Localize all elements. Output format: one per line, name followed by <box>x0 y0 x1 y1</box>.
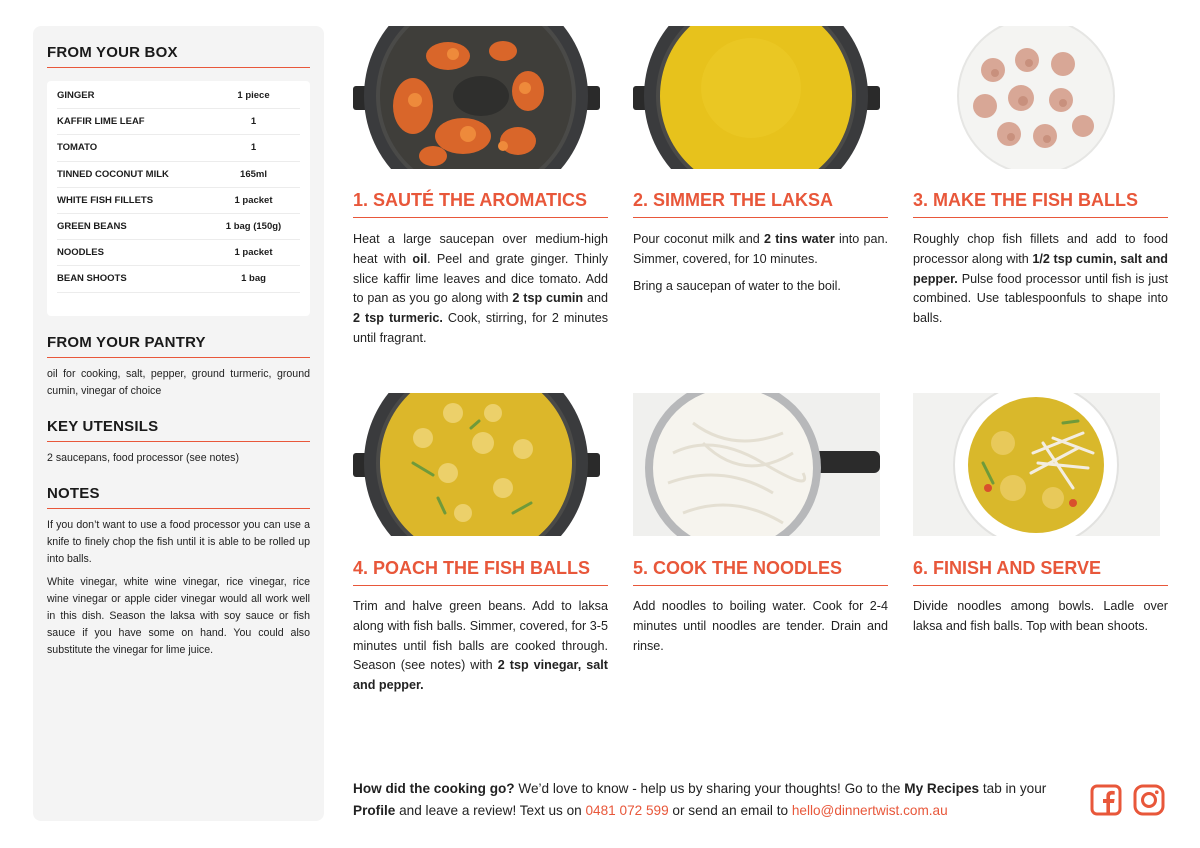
step-text: 2 tsp vinegar, salt and pepper. <box>353 658 608 693</box>
step-text: Bring a saucepan of water to the boil. <box>633 278 841 293</box>
ingredient-qty: 1 <box>250 142 257 154</box>
pantry-section <box>47 334 310 400</box>
ingredient-name: NOODLES <box>57 247 104 259</box>
footer-text[interactable]: hello@dinnertwist.com.au <box>791 802 948 818</box>
footer-text: Profile <box>353 802 396 818</box>
ingredient-name: TOMATO <box>57 142 98 154</box>
step-text: . Peel and grate ginger. Thinly slice kaffir lime leaves and dice tomato. Add to pan as you go along with <box>353 251 608 306</box>
utensils-text: 2 saucepans, food processor (see notes) <box>47 452 239 464</box>
ingredient-row <box>57 188 300 214</box>
step-text: Pulse food processor until fish is just combined. Use tablespoonfuls to shape into balls. <box>913 271 1168 326</box>
colander-noodles-image <box>633 393 880 536</box>
footer-text: and leave a review! Text us on <box>395 802 586 818</box>
notes-heading: NOTES <box>47 485 310 509</box>
plate-fish-balls-image <box>913 26 1160 169</box>
box-ingredients-table <box>47 81 310 316</box>
ingredient-qty: 1 packet <box>234 194 273 206</box>
step-instructions <box>353 230 608 349</box>
step-instructions <box>633 597 888 656</box>
step-title: 3. MAKE THE FISH BALLS <box>913 190 1168 218</box>
ingredient-row <box>57 162 300 188</box>
step-title: 2. SIMMER THE LAKSA <box>633 190 888 218</box>
pan-poached-fish-balls-image <box>353 393 600 536</box>
facebook-icon[interactable] <box>1090 784 1122 821</box>
step-paragraph <box>913 597 1168 637</box>
step-text: into pan. Simmer, covered, for 10 minutes. <box>633 232 888 266</box>
ingredient-name: BEAN SHOOTS <box>57 273 127 285</box>
pan-yellow-laksa-image <box>633 26 880 169</box>
footer-text: We’d love to know - help us by sharing your thoughts! Go to the <box>514 781 905 796</box>
step-instructions <box>633 230 888 296</box>
utensils-section <box>47 418 310 467</box>
ingredient-name: WHITE FISH FILLETS <box>57 194 154 206</box>
step-text: Pour coconut milk and <box>633 232 764 246</box>
ingredient-name: KAFFIR LIME LEAF <box>57 116 145 128</box>
step-paragraph <box>633 277 888 297</box>
step-text: Heat a large saucepan over medium-high heat with <box>353 232 608 266</box>
step-text: oil <box>412 251 428 266</box>
pantry-text: oil for cooking, salt, pepper, ground turmeric, ground cumin, vinegar of choice <box>47 368 310 397</box>
instagram-icon[interactable] <box>1133 784 1165 821</box>
review-prompt-footer <box>353 778 1073 821</box>
step-text: 2 tsp cumin <box>512 291 584 306</box>
notes-paragraph: If you don’t want to use a food processor you can use a knife to finely chop the fish until it is able to be rolled up into balls. <box>47 519 310 565</box>
ingredient-row <box>57 240 300 266</box>
step-text: Trim and halve green beans. Add to laksa along with fish balls. Simmer, covered, for 3-5 minutes until fish balls are cooked through. Season (see notes) with <box>353 599 608 673</box>
ingredient-qty: 1 bag <box>241 273 266 285</box>
footer-text: or send an email to <box>668 802 792 818</box>
step-text: 2 tins water <box>764 232 835 246</box>
footer-text[interactable]: 0481 072 599 <box>585 802 669 818</box>
notes-paragraph: White vinegar, white wine vinegar, rice vinegar, rice wine vinegar or apple cider vinegar would all work well in this dish. Season the laksa with soy sauce or fish sauce if you have some on hand. You could also substitute the vinegar for lime juice. <box>47 576 310 656</box>
footer-text: How did the cooking go? <box>353 781 515 796</box>
ingredient-name: GREEN BEANS <box>57 221 127 233</box>
utensils-heading: KEY UTENSILS <box>47 418 310 442</box>
notes-section <box>47 485 310 659</box>
step-text: Divide noodles among bowls. Ladle over laksa and fish balls. Top with bean shoots. <box>913 599 1168 633</box>
step-title: 6. FINISH AND SERVE <box>913 558 1168 586</box>
footer-text: tab in your <box>979 781 1047 796</box>
step-text: Add noodles to boiling water. Cook for 2-4 minutes until noodles are tender. Drain and rinse. <box>633 599 888 653</box>
ingredient-qty: 1 packet <box>234 247 273 259</box>
step-paragraph <box>913 230 1168 329</box>
ingredient-row <box>57 266 300 292</box>
ingredient-name: TINNED COCONUT MILK <box>57 168 169 180</box>
step-text: and <box>583 291 609 306</box>
ingredient-row <box>57 83 300 109</box>
ingredients-sidebar <box>33 26 324 821</box>
ingredient-qty: 1 <box>250 116 257 128</box>
bowl-laksa-served-image <box>913 393 1160 536</box>
step-text: Roughly chop fish fillets and add to food processor along with <box>913 232 1168 266</box>
footer-text: My Recipes <box>904 781 980 796</box>
step-text: Cook, stirring, for 2 minutes until fragrant. <box>353 311 608 345</box>
pantry-heading: FROM YOUR PANTRY <box>47 334 310 358</box>
step-title: 4. POACH THE FISH BALLS <box>353 558 608 586</box>
step-text: 1/2 tsp cumin, salt and pepper. <box>913 251 1168 286</box>
ingredient-row <box>57 214 300 240</box>
step-title: 5. COOK THE NOODLES <box>633 558 888 586</box>
step-text: 2 tsp turmeric. <box>353 311 443 326</box>
step-paragraph <box>353 597 608 696</box>
step-instructions <box>913 597 1168 637</box>
step-paragraph <box>633 230 888 270</box>
box-heading: FROM YOUR BOX <box>47 44 310 68</box>
step-instructions <box>353 597 608 696</box>
ingredient-row <box>57 135 300 161</box>
ingredient-row <box>57 109 300 135</box>
ingredient-qty: 1 bag (150g) <box>225 221 282 233</box>
ingredient-qty: 165ml <box>240 168 267 180</box>
step-title: 1. SAUTÉ THE AROMATICS <box>353 190 608 218</box>
pan-sauteed-aromatics-image <box>353 26 600 169</box>
step-instructions <box>913 230 1168 329</box>
step-paragraph <box>633 597 888 656</box>
step-paragraph <box>353 230 608 349</box>
ingredient-name: GINGER <box>57 90 95 102</box>
ingredient-qty: 1 piece <box>237 90 270 102</box>
